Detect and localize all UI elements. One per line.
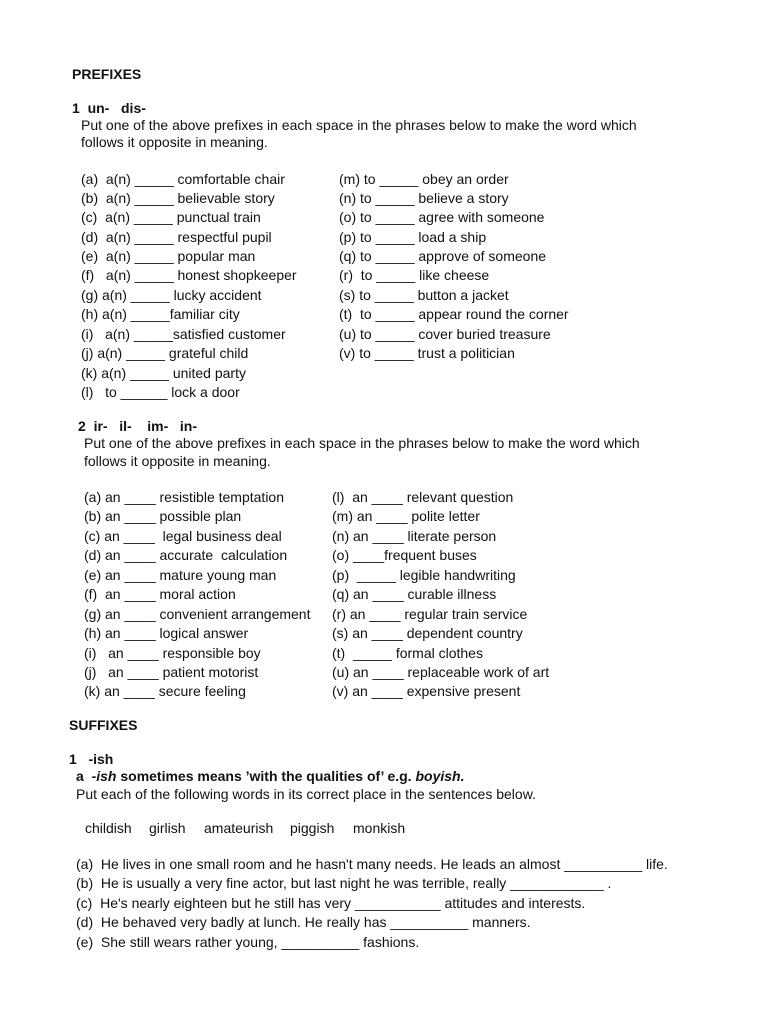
ex2-item-t: (t) _____ formal clothes (332, 645, 483, 661)
word-amateurish: amateurish (204, 820, 274, 836)
ex2-item-m: (m) an ____ polite letter (332, 508, 480, 524)
word-childish: childish (85, 820, 132, 836)
suf1-instruction: Put each of the following words in its correct place in the sentences below. (76, 786, 536, 802)
ex2-item-p: (p) _____ legible handwriting (332, 567, 516, 583)
suf1-heading: 1 -ish (69, 751, 114, 767)
ex1-item-b: (b) a(n) _____ believable story (81, 190, 275, 206)
ex1-item-q: (q) to _____ approve of someone (339, 248, 547, 264)
ex2-item-k: (k) an ____ secure feeling (84, 683, 246, 699)
suf1-note-mid: sometimes means ’with the qualities of’ e.g. (116, 768, 416, 784)
ex2-item-i: (i) an ____ responsible boy (84, 645, 261, 661)
ex1-item-u: (u) to _____ cover buried treasure (339, 326, 551, 342)
ex1-item-l: (l) to ______ lock a door (81, 384, 240, 400)
ex2-instruction-line1: Put one of the above prefixes in each space in the phrases below to make the word which (84, 435, 640, 451)
suf1-sentence-d: (d) He behaved very badly at lunch. He really has __________ manners. (76, 914, 531, 930)
ex2-item-a: (a) an ____ resistible temptation (84, 489, 284, 505)
suf1-sentence-e: (e) She still wears rather young, __________ fashions. (76, 934, 420, 950)
ex1-item-p: (p) to _____ load a ship (339, 229, 487, 245)
ex1-item-f: (f) a(n) _____ honest shopkeeper (81, 267, 297, 283)
ex1-item-h: (h) a(n) _____familiar city (81, 306, 240, 322)
ex1-item-s: (s) to _____ button a jacket (339, 287, 509, 303)
word-piggish: piggish (290, 820, 335, 836)
ex1-item-r: (r) to _____ like cheese (339, 267, 490, 283)
ex2-item-l: (l) an ____ relevant question (332, 489, 514, 505)
suf1-sentence-c: (c) He's nearly eighteen but he still has very ___________ attitudes and interests. (76, 895, 586, 911)
suf1-note (76, 768, 464, 785)
word-girlish: girlish (149, 820, 186, 836)
ex2-item-c: (c) an ____ legal business deal (84, 528, 282, 544)
ex1-item-o: (o) to _____ agree with someone (339, 209, 545, 225)
ex1-item-k: (k) a(n) _____ united party (81, 365, 246, 381)
ex2-item-r: (r) an ____ regular train service (332, 606, 528, 622)
ex1-item-d: (d) a(n) _____ respectful pupil (81, 229, 272, 245)
ex1-item-m: (m) to _____ obey an order (339, 171, 509, 187)
ex2-item-e: (e) an ____ mature young man (84, 567, 277, 583)
ex1-instruction-line1: Put one of the above prefixes in each space in the phrases below to make the word which (81, 117, 637, 133)
ex2-instruction-line2: follows it opposite in meaning. (84, 453, 271, 469)
ex2-item-q: (q) an ____ curable illness (332, 586, 497, 602)
ex1-item-v: (v) to _____ trust a politician (339, 345, 515, 361)
ex2-item-j: (j) an ____ patient motorist (84, 664, 259, 680)
ex2-item-d: (d) an ____ accurate calculation (84, 547, 288, 563)
ex2-item-b: (b) an ____ possible plan (84, 508, 242, 524)
suf1-note-a: a (76, 768, 92, 784)
ex1-item-j: (j) a(n) _____ grateful child (81, 345, 249, 361)
word-monkish: monkish (353, 820, 406, 836)
ex2-item-v: (v) an ____ expensive present (332, 683, 521, 699)
ex1-item-a: (a) a(n) _____ comfortable chair (81, 171, 285, 187)
suf1-sentence-a: (a) He lives in one small room and he hasn't many needs. He leads an almost __________ life. (76, 856, 668, 872)
suf1-note-ish: -ish (91, 768, 117, 784)
ex1-item-n: (n) to _____ believe a story (339, 190, 509, 206)
ex1-item-c: (c) a(n) _____ punctual train (81, 209, 261, 225)
ex1-instruction-line2: follows it opposite in meaning. (81, 134, 268, 150)
ex1-heading: 1 un- dis- (72, 100, 146, 116)
suffixes-title: SUFFIXES (69, 717, 138, 733)
ex2-heading: 2 ir- il- im- in- (78, 418, 198, 434)
ex1-item-e: (e) a(n) _____ popular man (81, 248, 256, 264)
suf1-sentence-b: (b) He is usually a very fine actor, but last night he was terrible, really ____________ . (76, 875, 612, 891)
ex2-item-o: (o) ____frequent buses (332, 547, 477, 563)
ex2-item-u: (u) an ____ replaceable work of art (332, 664, 550, 680)
ex2-item-n: (n) an ____ literate person (332, 528, 497, 544)
ex2-item-g: (g) an ____ convenient arrangement (84, 606, 311, 622)
prefixes-title: PREFIXES (72, 66, 142, 82)
ex1-item-g: (g) a(n) _____ lucky accident (81, 287, 262, 303)
ex2-item-s: (s) an ____ dependent country (332, 625, 523, 641)
suf1-note-eg: boyish. (415, 768, 465, 784)
ex2-item-f: (f) an ____ moral action (84, 586, 236, 602)
ex2-item-h: (h) an ____ logical answer (84, 625, 249, 641)
ex1-item-t: (t) to _____ appear round the corner (339, 306, 569, 322)
ex1-item-i: (i) a(n) _____satisfied customer (81, 326, 286, 342)
